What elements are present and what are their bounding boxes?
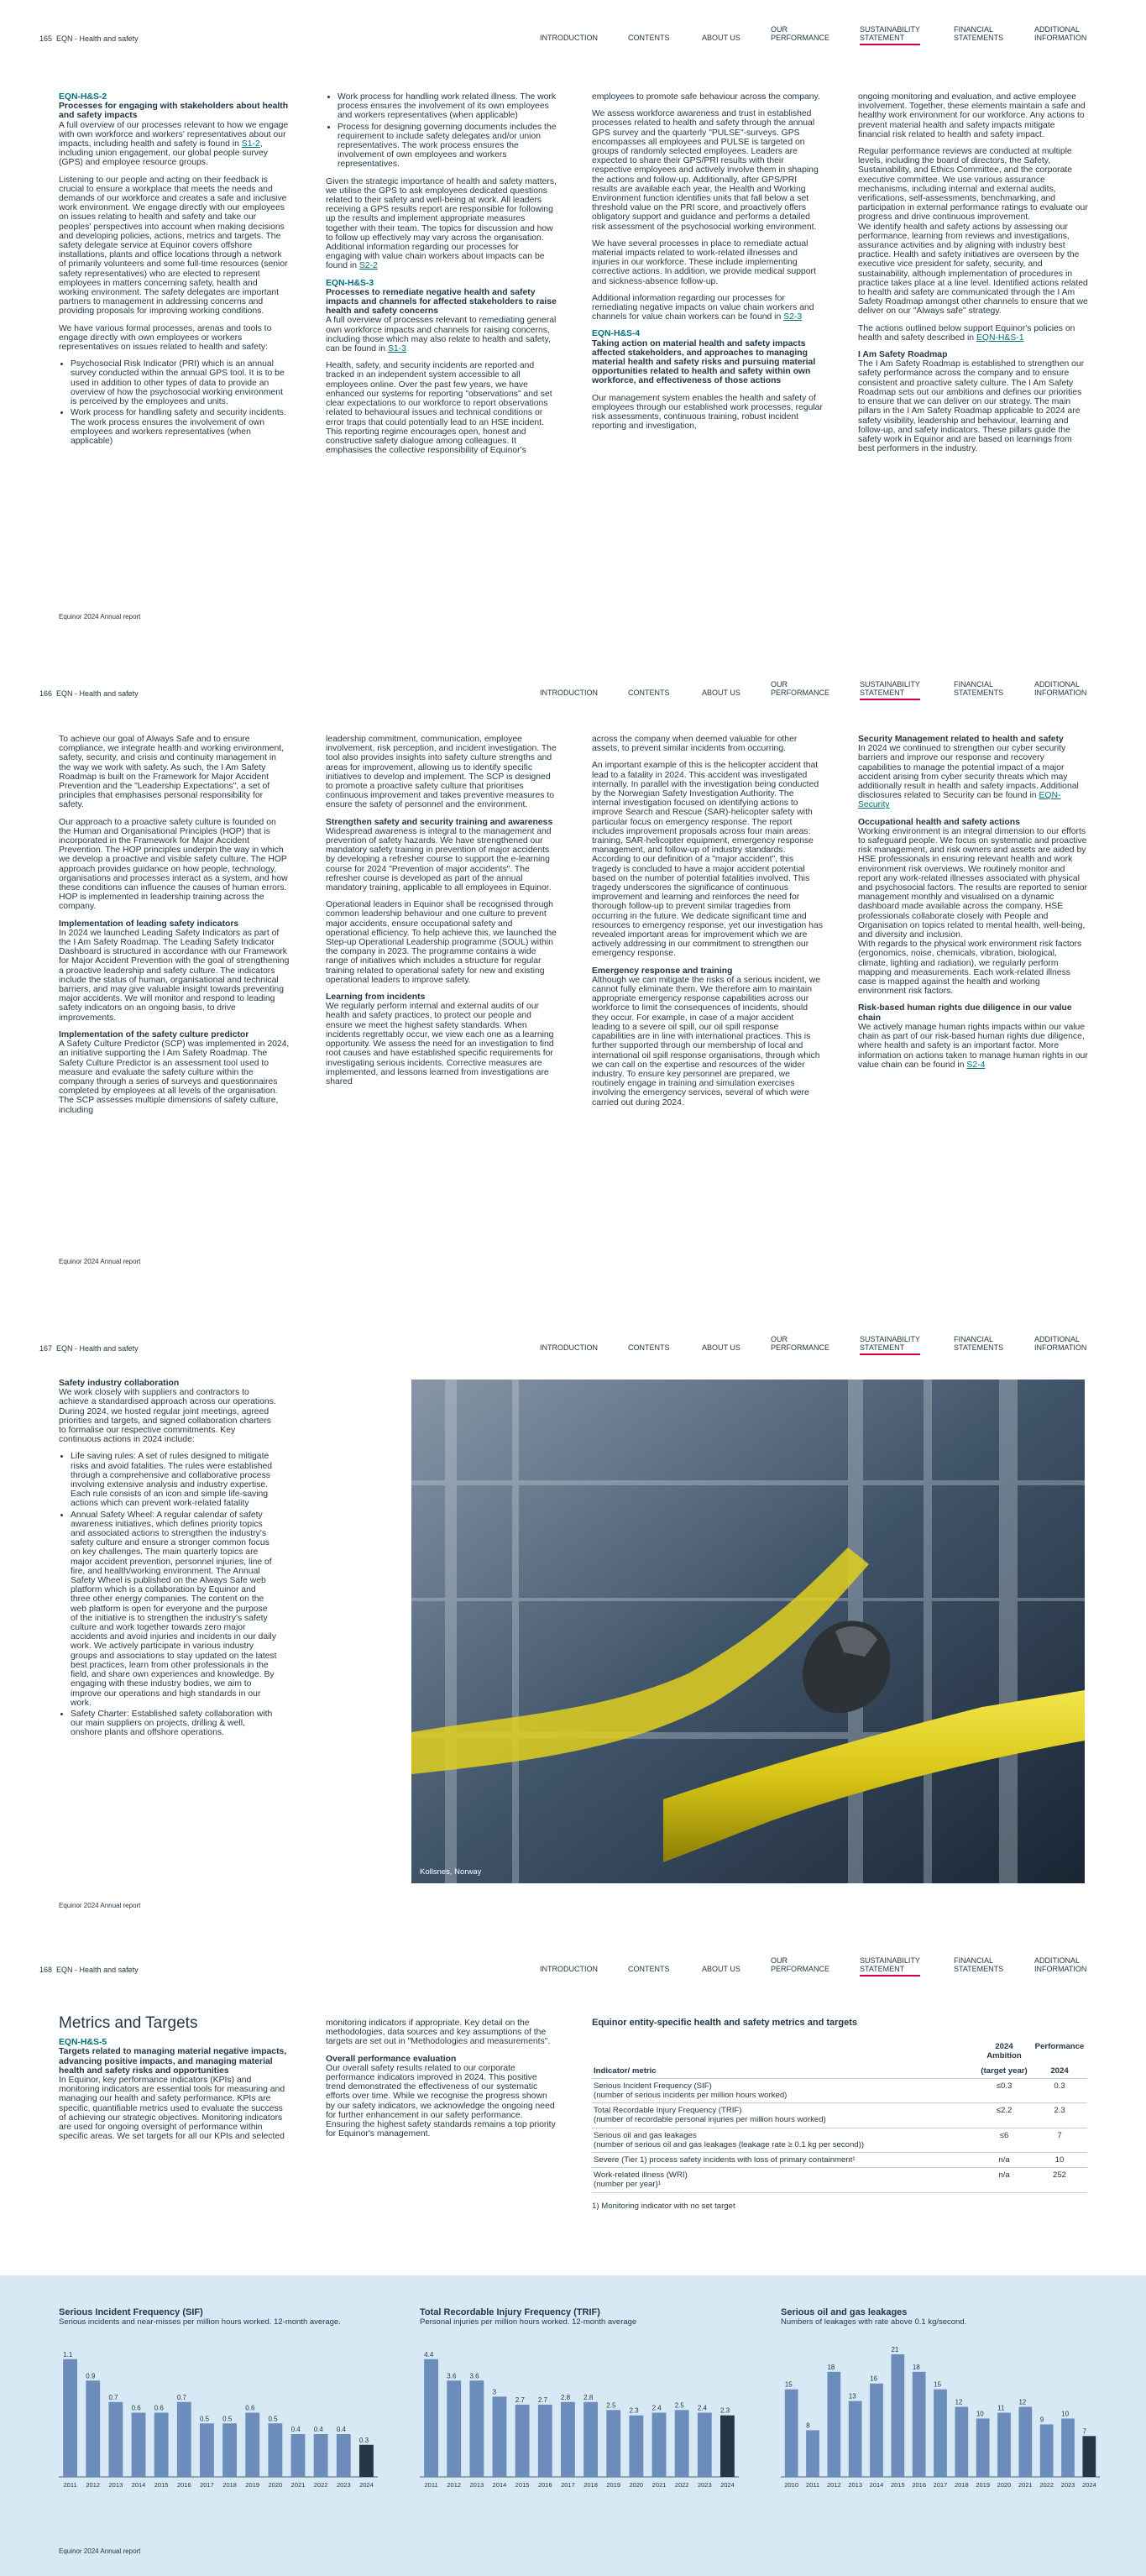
nav-item-our-performance[interactable]: OUR PERFORMANCE xyxy=(771,1335,830,1352)
data-label: 2.8 xyxy=(561,2393,571,2401)
data-label: 21 xyxy=(891,2345,899,2353)
data-label: 2.4 xyxy=(697,2404,707,2412)
metric-label: Serious Incident Frequency (SIF) (number of serious incidents per million hours worked) xyxy=(592,2078,976,2102)
paragraph: Listening to our people and acting on their feedback is crucial to ensure a workplace that meets the needs and demands of our workforce and creates a safe and inclusive work environment. We engage directly with our employees on issues relating to health and safety and take our peoples' perspectives into account when making decisions and developing policies, actions, metrics and targets. The safety delegate service at Equinor covers offshore installations, plants and office locations through a network of primarily volunteers and some full-time resources (senior safety representatives) who are elected to represent employees in matters concerning safety, health and working environment. The safety delegates are important partners to management in addressing concerns and providing proposals for improving working conditions. xyxy=(59,175,288,317)
bar xyxy=(976,2418,990,2477)
data-label: 0.6 xyxy=(131,2404,141,2412)
tick-label: 2022 xyxy=(313,2481,328,2489)
sub-heading: Overall performance evaluation xyxy=(326,2054,457,2064)
paragraph: We assess workforce awareness and trust in established processes related to health and safety through the annual GPS survey and the quarterly "PULSE"-surveys. GPS encompasses all employees and PULSE is targeted on groups of randomly selected employees. Leaders are expected to share their GPS/PRI results with their respective employees and actively involve them in shaping the actions and follow-up. Additionally, after GPS/PRI results are available each year, the Health and Working Environment function identifies units that fall below a set threshold value on the PRI score, and proactively offers obligatory support and guidance and performs a detailed risk assessment of the psychosocial working environment. xyxy=(592,109,819,232)
page-number: 168 EQN - Health and safety xyxy=(39,1966,139,1974)
tick-label: 2020 xyxy=(629,2481,644,2489)
paragraph: We have several processes in place to remediate actual material impacts related to work-related illnesses and injuries in our workforce. These include implementing corrective actions. In addition, we provide medical support and sickness-absence follow-up. xyxy=(592,238,816,286)
nav-item-sustainability-statement[interactable]: SUSTAINABILITY STATEMENT xyxy=(860,1956,920,1977)
paragraph: across the company when deemed valuable for other assets, to prevent similar incidents from occurring. xyxy=(592,735,798,754)
page-165 xyxy=(0,0,1146,638)
bar xyxy=(337,2434,351,2477)
nav-item-sustainability-statement[interactable]: SUSTAINABILITY STATEMENT xyxy=(860,25,920,45)
page-footer: Equinor 2024 Annual report xyxy=(59,613,141,620)
nav-item-sustainability-statement[interactable]: SUSTAINABILITY STATEMENT xyxy=(860,1335,920,1355)
metric-label: Total Recordable Injury Frequency (TRIF) (number of recordable personal injuries per million hours worked) xyxy=(592,2103,976,2128)
chart-leakages xyxy=(781,2307,1100,2502)
sub-heading: Implementation of leading safety indicators xyxy=(59,919,239,929)
column-1 xyxy=(59,1379,277,1746)
data-label: 2.5 xyxy=(674,2401,684,2410)
bar xyxy=(720,2416,735,2477)
link-eqn-security[interactable]: EQN-Security xyxy=(858,791,1061,810)
bar xyxy=(108,2402,123,2477)
paragraph: In 2024 we launched Leading Safety Indicators as part of the I Am Safety Roadmap. The Leading Safety Indicator Dashboard is structured in accordance with our Framework for Major Accident Prevention with the goal of strengthening a proactive leadership and safety culture. The indicators include the status of human, organisational and technical barriers, and may give valuable insight towards preventing major accidents. We will monitor and respond to leading safety indicators on an ongoing basis, to drive improvements. xyxy=(59,928,290,1023)
data-label: 0.3 xyxy=(359,2436,369,2444)
link-s2-3[interactable]: S2-3 xyxy=(783,312,803,322)
bar xyxy=(314,2434,328,2477)
tick-label: 2012 xyxy=(826,2481,841,2489)
list-item: • Safety Charter: Established safety collaboration with our main suppliers on projects, drilling & well, onshore plants and offshore operations. xyxy=(71,1709,277,1738)
tick-label: 2011 xyxy=(63,2481,77,2489)
tick-label: 2010 xyxy=(784,2481,799,2489)
nav-item-contents[interactable]: CONTENTS xyxy=(628,689,670,697)
photo-caption: Kollsnes, Norway xyxy=(420,1867,482,1877)
paragraph: Regular performance reviews are conducted at multiple levels, including the board of directors, the Safety, Sustainability, and Ethics Committee, and the corporate executive committee. We use various assurance mechanisms, including internal and external audits, verifications, self-assessments, benchmarking, and participation in external performance ratings to evaluate our progress and drive continuous improvement. We identify health and safety actions by assessing our performance, learning from reviews and investigations, assurance activities and by aligning with industry best practice. Health and safety initiatives are overseen by the executive vice president for safety, security, and sustainability, although implementation of procedures in practice takes place at a line level. Identified actions related to health and safety are communicated through the I Am Safety Roadmap amongst other channels to ensure that we deliver on our "Always safe" strategy. xyxy=(858,147,1088,317)
bar xyxy=(538,2405,552,2477)
tick-label: 2016 xyxy=(537,2481,552,2489)
table-row xyxy=(592,2078,1087,2102)
tick-label: 2021 xyxy=(1018,2481,1033,2489)
data-label: 9 xyxy=(1039,2416,1044,2424)
performance-value: 10 xyxy=(1032,2153,1087,2168)
column-3: employees to promote safe behaviour across the company. We assess workforce awareness and trust in established processes related to health and safety through the annual GPS survey and the quarterly "PULSE"-surveys. GPS encompasses all employees and PULSE is targeted on groups of randomly selected employees. Leaders are expected to share their GPS/PRI results with their respective employees and actively involve them in shaping the actions and follow-up. Additionally, after GPS/PRI results are available each year, the Health and Working Environment function identifies units that fall below a set threshold value on the PRI score, and proactively offers obligatory support and guidance and performs a detailed risk assessment of the psychosocial working environment. We have several processes in place to remediate actual material impacts related to work-related illnesses and injuries in our workforce. These include implementing corrective actions. In addition, we provide medical support and sickness-absence follow-up. Additional information regarding our processes for remediating negative impacts on value chain workers and channels for value chain workers can be found in S2-3 EQN-H&S-4 Taking action on material health and safety impacts affected stakeholders, and approaches to managing material health and safety risks and pursuing material opportunities related to health and safety within own workforce, and effectiveness of those actions Our management system enables the health and safety of employees through our established work processes, regular risk assessments, continuous training, robust incident reporting and investigation, xyxy=(592,92,823,432)
chart-sif xyxy=(59,2307,378,2502)
performance-value: 252 xyxy=(1032,2168,1087,2192)
sub-heading: Security Management related to health and safety xyxy=(858,735,1064,744)
data-label: 0.9 xyxy=(86,2372,96,2380)
page-footer: Equinor 2024 Annual report xyxy=(59,2547,141,2555)
paragraph: Working environment is an integral dimension to our efforts to safeguard people. We focus on systematic and proactive risk management, and risk owners and assets are aided by HSE professionals in ensuring relevant health and work environment risk overviews. We routinely monitor and report any work-related illnesses associated with physical and psychosocial factors. The results are reported to senior management monthly and visualised on a dynamic dashboard made available across the company. HSE professionals collaborate closely with People and Organisation on topics related to mental health, well-being, and diversity and inclusion. With regards to the physical work environment risk factors (ergonomics, noise, chemicals, vibration, biological, climate, lighting and radiation), we regularly perform mapping and measurements. Each work-related illness case is mapped against the health and working environment risk factors. xyxy=(858,826,1087,997)
bar xyxy=(806,2430,819,2477)
paragraph: The I Am Safety Roadmap is established to strengthen our safety performance across the company and to ensure consistent and proactive safety culture. The I Am Safety Roadmap sets out our ambitions and defines our priorities to ensure that we can deliver on our strategy. The main pillars in the I Am Safety Roadmap applicable to 2024 are safety visibility, leadership and behaviour, learning and follow-up, and safety indicators. These pillars guide the safety work in Equinor and are based on learnings from best performers in the industry. xyxy=(858,359,1085,454)
bar xyxy=(1082,2436,1096,2477)
bar xyxy=(629,2416,643,2477)
nav-item-about-us[interactable]: ABOUT US xyxy=(702,34,740,42)
page-number: 167 EQN - Health and safety xyxy=(39,1344,139,1353)
data-label: 12 xyxy=(1018,2398,1027,2406)
chart-title: Serious Incident Frequency (SIF) xyxy=(59,2307,203,2317)
section-code: EQN-H&S-2 xyxy=(59,92,107,102)
nav-item-contents[interactable]: CONTENTS xyxy=(628,34,670,42)
tick-label: 2020 xyxy=(268,2481,283,2489)
bar xyxy=(827,2372,840,2477)
tick-label: 2012 xyxy=(447,2481,462,2489)
bar xyxy=(268,2423,282,2477)
sub-heading: Emergency response and training xyxy=(592,966,733,976)
nav-item-additional-information[interactable]: ADDITIONAL INFORMATION xyxy=(1034,680,1087,697)
nav-item-about-us[interactable]: ABOUT US xyxy=(702,1343,740,1352)
data-label: 1.1 xyxy=(63,2350,73,2359)
page-number: 165 EQN - Health and safety xyxy=(39,34,139,43)
bar xyxy=(849,2401,862,2477)
column-4: Security Management related to health and safety In 2024 we continued to strengthen our cyber security barriers and improve our response and recovery capabilities to manage the potential impact of a major accident arising from cyber security threats which may additionally result in health and safety impacts. Additional disclosures related to Security can be found in EQN-Security Occupational health and safety actions Working environment is an integral dimension to our efforts to safeguard people. We focus on systematic and proactive risk management, and risk owners and assets are aided by HSE professionals in ensuring relevant health and work environment risk overviews. We routinely monitor and report any work-related illnesses associated with physical and psychosocial factors. The results are reported to senior management monthly and visualised on a dynamic dashboard made available across the company. HSE professionals collaborate closely with People and Organisation on topics related to mental health, well-being, and diversity and inclusion. With regards to the physical work environment risk factors (ergonomics, noise, chemicals, vibration, biological, climate, lighting and radiation), we regularly perform mapping and measurements. Each work-related illness case is mapped against the health and working environment risk factors. Risk-based human rights due diligence in our value chain We actively manage human rights impacts within our value chain as part of our risk-based human rights due diligence, where health and safety is an important factor. More information on actions taken to manage human rights in our value chain can be found in S2-4 xyxy=(858,735,1088,1070)
chart-title: Total Recordable Injury Frequency (TRIF) xyxy=(420,2307,600,2317)
paragraph: Operational leaders in Equinor shall be recognised through common leadership behaviour and one culture to prevent major accidents, ensure occupational safety and operational efficiency. To help achieve this, we launched the Step-up Operational Leadership programme (SOUL) within the company in 2023. The programme contains a wide range of initiatives which includes a structure for regular training related to operational safety for new and existing operational leaders to improve safety. xyxy=(326,900,557,985)
paragraph: ongoing monitoring and evaluation, and active employee involvement. Together, these elements maintain a safe and healthy work environment for our workforce. Any actions to prevent material health and safety impacts mitigate financial risk related to health and safety impact. xyxy=(858,92,1086,139)
data-label: 18 xyxy=(827,2363,835,2371)
data-label: 2.5 xyxy=(606,2401,616,2410)
data-label: 0.7 xyxy=(176,2393,186,2401)
data-label: 10 xyxy=(976,2410,984,2418)
bar xyxy=(493,2396,507,2477)
page-168 xyxy=(0,1931,1146,2275)
bar xyxy=(291,2434,306,2477)
bar xyxy=(652,2413,667,2478)
paragraph: Our approach to a proactive safety culture is founded on the Human and Organisational Principles (HOP) that is incorporated in the Framework for Major Accident Prevention. The HOP principles underpin the way in which we develop a proactive and visible safety culture. The HOP approach provides guidance on how people, technology, organisations and processes interact as a system, and how these conditions can influence the causes of human errors. HOP is implemented in leadership training across the company. xyxy=(59,817,288,912)
sub-heading: Risk-based human rights due diligence in our value chain xyxy=(858,1003,1072,1023)
tick-label: 2013 xyxy=(108,2481,123,2489)
bar xyxy=(1040,2424,1054,2477)
bar xyxy=(870,2384,883,2477)
page-number: 166 EQN - Health and safety xyxy=(39,689,139,698)
paragraph: A Safety Culture Predictor (SCP) was implemented in 2024, an initiative supporting the I Am Safety Roadmap. The Safety Culture Predictor is an assessment tool used to measure and evaluate the safety culture within the company through a series of surveys and questionnaires completed by employees at all levels of the organisation. The SCP assesses multiple dimensions of safety culture, including xyxy=(59,1039,290,1115)
list-item: • Work process for handling work related illness. The work process ensures the involvement of its own employees and workers representatives (when applicable) xyxy=(338,92,557,121)
chart-svg xyxy=(59,2338,378,2498)
tick-label: 2014 xyxy=(492,2481,507,2489)
data-label: 3.6 xyxy=(447,2372,457,2380)
nav-item-financial-statements[interactable]: FINANCIAL STATEMENTS xyxy=(954,680,1004,697)
tick-label: 2018 xyxy=(583,2481,598,2489)
ambition-value: n/a xyxy=(976,2168,1032,2192)
col-ambition-2: (target year) xyxy=(976,2064,1032,2079)
tick-label: 2019 xyxy=(976,2481,991,2489)
nav-item-our-performance[interactable]: OUR PERFORMANCE xyxy=(771,25,830,42)
column-2 xyxy=(326,735,557,1094)
sub-heading: Strengthen safety and security training and awareness xyxy=(326,817,553,827)
data-label: 0.5 xyxy=(200,2415,210,2423)
bar xyxy=(1018,2407,1032,2477)
bar xyxy=(63,2359,77,2477)
page-header xyxy=(0,1310,1146,1360)
paragraph: An important example of this is the helicopter accident that lead to a fatality in 2024. This accident was investigated internally. In parallel with the investigation being conducted by the Norwegian Safety Investigation Authority. The internal investigation focused on identifying actions to improve Search and Rescue (SAR)-helicopter safety with particular focus on emergency response. The report includes improvement proposals across four main areas: training, SAR-helicopter equipment, emergency response management, and follow-up of industry standards. According to our definition of a "major accident", this tragedy is concluded to have a major accident potential based on the number of potential fatalities involved. This tragedy underscores the significance of continuous improvement and learning and reinforces the need for thorough follow-up to prevent similar tragedies from occurring in the future. We dedicate significant time and resources to emergency response, yet our investigation has revealed important areas for improvement which we are actively addressing in our commitment to strengthen our emergency response. xyxy=(592,761,823,959)
section-heading: Processes for engaging with stakeholders about health and safety impacts xyxy=(59,102,289,121)
table-row xyxy=(592,2168,1087,2192)
sub-heading: I Am Safety Roadmap xyxy=(858,350,948,360)
nav-item-additional-information[interactable]: ADDITIONAL INFORMATION xyxy=(1034,1956,1087,1973)
column-1 xyxy=(59,735,290,1123)
tick-label: 2015 xyxy=(515,2481,530,2489)
data-label: 12 xyxy=(955,2398,963,2406)
paragraph: Although we can mitigate the risks of a serious incident, we cannot fully eliminate them. We therefore aim to maintain appropriate emergency response capabilities across our workforce to limit the consequences of incidents, should they occur. For example, in case of a major accident leading to a severe oil spill, our oil spill response capabilities are in line with international practices. This is further supported through our membership of local and international oil spill response organisations, through which we can call on the expertise and resources of the wider industry. To ensure key personnel are prepared, we routinely engage in training and simulation exercises involving the emergency services, several of which were carried out during 2024. xyxy=(592,975,821,1107)
link-s2-4[interactable]: S2-4 xyxy=(966,1060,986,1070)
bar xyxy=(913,2372,926,2477)
industrial-pipe-image xyxy=(411,1380,1085,1883)
data-label: 2.7 xyxy=(515,2395,525,2404)
table-title: Equinor entity-specific health and safety metrics and targets xyxy=(592,2018,858,2028)
table-footnote: 1) Monitoring indicator with no set target xyxy=(592,2201,735,2211)
col-metric: Indicator/ metric xyxy=(592,2064,976,2079)
bar xyxy=(675,2410,689,2477)
data-label: 0.5 xyxy=(222,2415,233,2423)
tick-label: 2020 xyxy=(997,2481,1012,2489)
bar xyxy=(154,2413,169,2478)
bar xyxy=(177,2402,191,2477)
tick-label: 2012 xyxy=(86,2481,101,2489)
list-item: • Life saving rules: A set of rules designed to mitigate risks and avoid fatalities. The rules were established through a comprehensive and collaborative process involving extensive analysis and industry expertise. Each rule consists of an icon and simple life-saving actions which can prevent work-related fatality xyxy=(71,1452,277,1508)
page-header xyxy=(0,1931,1146,1982)
column-4: ongoing monitoring and evaluation, and active employee involvement. Together, these elements maintain a safe and healthy work environment for our workforce. Any actions to prevent material health and safety impacts mitigate financial risk related to health and safety impact. Regular performance reviews are conducted at multiple levels, including the board of directors, the Safety, Sustainability, and Ethics Committee, and the corporate executive committee. We use various assurance mechanisms, including internal and external audits, verifications, self-assessments, benchmarking, and participation in external performance ratings to evaluate our progress and drive continuous improvement. We identify health and safety actions by assessing our performance, learning from reviews and investigations, assurance activities and by aligning with industry best practice. Health and safety initiatives are overseen by the executive vice president for safety, security, and sustainability, although implementation of procedures in practice takes place at a line level. Identified actions related to health and safety are communicated through the I Am Safety Roadmap amongst other channels to ensure that we deliver on our "Always safe" strategy. The actions outlined below support Equinor's policies on health and safety described in EQN-H&S-1 I Am Safety Roadmap The I Am Safety Roadmap is established to strengthen our safety performance across the company and to ensure consistent and proactive safety culture. The I Am Safety Roadmap sets out our ambitions and defines our priorities to ensure that we can deliver on our strategy. The main pillars in the I Am Safety Roadmap applicable to 2024 are safety visibility, leadership and behaviour, learning and follow-up, and safety indicators. These pillars guide the safety work in Equinor and are based on learnings from best performers in the industry. xyxy=(858,92,1088,454)
nav-item-our-performance[interactable]: OUR PERFORMANCE xyxy=(771,1956,830,1973)
bar xyxy=(222,2423,237,2477)
bar xyxy=(583,2402,598,2477)
nav-item-additional-information[interactable]: ADDITIONAL INFORMATION xyxy=(1034,25,1087,42)
tick-label: 2023 xyxy=(1060,2481,1075,2489)
tick-label: 2021 xyxy=(290,2481,306,2489)
section-heading: Targets related to managing material negative impacts, advancing positive impacts, and managing material health and safety risks and opportunities xyxy=(59,2047,287,2076)
data-label: 13 xyxy=(848,2392,856,2401)
bar xyxy=(359,2445,374,2477)
tick-label: 2018 xyxy=(222,2481,237,2489)
bar xyxy=(997,2413,1011,2478)
tick-label: 2024 xyxy=(359,2481,374,2489)
nav-item-introduction[interactable]: INTRODUCTION xyxy=(540,1965,598,1973)
link-eqn-hs-1[interactable]: EQN-H&S-1 xyxy=(976,332,1024,343)
tick-label: 2022 xyxy=(1039,2481,1054,2489)
data-label: 16 xyxy=(870,2374,878,2383)
metric-label: Severe (Tier 1) process safety incidents with loss of primary containment¹ xyxy=(592,2153,976,2168)
performance-value: 7 xyxy=(1032,2128,1087,2152)
chart-subtitle: Personal injuries per million hours worked. 12-month average xyxy=(420,2317,637,2327)
data-label: 7 xyxy=(1082,2427,1086,2436)
page-header xyxy=(0,0,1146,50)
paragraph: We have various formal processes, arenas and tools to engage directly with own employees or workers representatives on issues related to health and safety: xyxy=(59,323,272,353)
chart-trif xyxy=(420,2307,739,2502)
section-code: EQN-H&S-4 xyxy=(592,329,641,339)
data-label: 0.6 xyxy=(245,2404,255,2412)
nav-item-financial-statements[interactable]: FINANCIAL STATEMENTS xyxy=(954,1956,1004,1973)
sub-heading: Occupational health and safety actions xyxy=(858,817,1020,827)
paragraph: Our overall safety results related to our corporate performance indicators improved in 2024. This positive trend demonstrated the effectiveness of our systematic efforts over time. While we recognise the progress shown by our safety indicators, we acknowledge the ongoing need for further enhancement in our safety performance. Ensuring the highest safety standards remains a top priority for Equinor's management. xyxy=(326,2063,556,2139)
col-perf-2: 2024 xyxy=(1032,2064,1087,2079)
column-1: EQN-H&S-2 Processes for engaging with stakeholders about health and safety impacts A full overview of our processes relevant to how we engage with own workforce and workers' representatives about our impacts, including health and safety is found in S1-2, including union engagement, our global people survey (GPS) and employee resource groups. Listening to our people and acting on their feedback is crucial to ensure a workplace that meets the needs and demands of our workforce and creates a safe and inclusive work environment. We engage directly with our employees on issues relating to health and safety and take our peoples' perspectives into account when making decisions and developing policies, actions, metrics and targets. The safety delegate service at Equinor covers offshore installations, plants and office locations through a network of primarily volunteers and some full-time resources (senior safety representatives) who are elected to represent employees in matters concerning safety, health and working environment. The safety delegates are important partners to management in addressing concerns and providing proposals for improving working conditions. We have various formal processes, arenas and tools to engage directly with own employees or workers representatives on issues related to health and safety: • Psychosocial Risk Indicator (PRI) which is an annual survey conducted within the annual GPS tool. It is to be used in addition to other types of data to provide an overview of how the psychosocial working environment is perceived by the employees and units. • Work process for handling safety and security incidents. The work process ensures the involvement of own employees and workers representatives (when applicable) xyxy=(59,92,290,453)
tick-label: 2011 xyxy=(805,2481,820,2489)
chart-subtitle: Serious incidents and near-misses per million hours worked. 12-month average. xyxy=(59,2317,341,2327)
bar xyxy=(447,2380,461,2477)
data-label: 2.7 xyxy=(537,2395,547,2404)
metrics-table-block xyxy=(592,2018,1087,2211)
tick-label: 2013 xyxy=(469,2481,484,2489)
ambition-value: n/a xyxy=(976,2153,1032,2168)
bar xyxy=(934,2390,947,2477)
nav-item-additional-information[interactable]: ADDITIONAL INFORMATION xyxy=(1034,1335,1087,1352)
chart-subtitle: Numbers of leakages with rate above 0.1 kg/second. xyxy=(781,2317,967,2327)
tick-label: 2021 xyxy=(651,2481,667,2489)
col-perf-1: Performance xyxy=(1034,2042,1085,2052)
ambition-value: ≤6 xyxy=(976,2128,1032,2152)
paragraph: monitoring indicators if appropriate. Key detail on the methodologies, data sources and key assumptions of the targets are set out in "Methodologies and measurements". xyxy=(326,2018,551,2047)
metric-label: Serious oil and gas leakages (number of serious oil and gas leakages (leakage rate ≥ 0.1 kg per second)) xyxy=(592,2128,976,2152)
col-ambition-1: 2024 Ambition xyxy=(986,2042,1022,2061)
tick-label: 2017 xyxy=(561,2481,575,2489)
column-3 xyxy=(592,735,823,1115)
tick-label: 2013 xyxy=(848,2481,863,2489)
section-code: EQN-H&S-5 xyxy=(59,2038,107,2048)
paragraph: To achieve our goal of Always Safe and to ensure compliance, we integrate health and working environment, safety, security, and crisis and continuity management in the way we work with safety. As such, the I Am Safety Roadmap is built on the Framework for Major Accident Prevention and the "Leadership Expectations", a set of principles that emphasises personal responsibility for safety. xyxy=(59,735,285,810)
paragraph: In Equinor, key performance indicators (KPIs) and monitoring indicators are essential tools for measuring and managing our health and safety performance. KPIs are specific, quantifiable metrics used to evaluate the success of achieving our strategic objectives. Monitoring indicators are used for ongoing oversight of performance within specific areas. We set targets for all our KPIs and selected xyxy=(59,2076,285,2142)
data-label: 3 xyxy=(492,2388,497,2396)
data-label: 2.4 xyxy=(651,2404,662,2412)
chart-svg xyxy=(420,2338,739,2498)
ambition-value: ≤0.3 xyxy=(976,2078,1032,2102)
column-2: • Work process for handling work related illness. The work process ensures the involvement of its own employees and workers representatives (when applicable) • Process for designing governing documents includes the requirement to include safety delegates and/or union representatives. The work process ensures the involvement of own employees and workers representatives. Given the strategic importance of health and safety matters, we utilise the GPS to ask employees dedicated questions related to their safety and well-being at work. All leaders receiving a GPS results report are responsible for following up the results and implement appropriate measures together with their team. The topics for discussion and how to follow up effectively may vary across the organisation. Additional information regarding our processes for engaging with value chain workers about impacts can be found in S2-2 EQN-H&S-3 Processes to remediate negative health and safety impacts and channels for affected stakeholders to raise health and safety concerns A full overview of processes relevant to remediating general own workforce impacts and channels for raising concerns, including those which may also relate to health and safety, can be found in S1-3 Health, safety, and security incidents are reported and tracked in an independent system accessible to all employees online. Over the past few years, we have enhanced our systems for reporting "observations" and set clear expectations to our workforce to report observations related to behavioural issues and technical conditions or error traps that could potentially lead to an HSE incident. This reporting regime encourages open, honest and constructive safety dialogue among colleagues. It emphasises the collective responsibility of Equinor's xyxy=(326,92,557,463)
section-heading: Processes to remediate negative health and safety impacts and channels for affected stakeholders to raise health and safety concerns xyxy=(326,287,557,317)
tick-label: 2014 xyxy=(869,2481,884,2489)
page-166 xyxy=(0,655,1146,1293)
performance-value: 2.3 xyxy=(1032,2103,1087,2128)
column-1 xyxy=(59,2014,290,2149)
bar xyxy=(785,2390,798,2477)
tick-label: 2022 xyxy=(674,2481,689,2489)
tick-label: 2023 xyxy=(697,2481,712,2489)
tick-label: 2024 xyxy=(720,2481,735,2489)
data-label: 4.4 xyxy=(424,2350,434,2359)
bar xyxy=(515,2405,530,2477)
nav-item-sustainability-statement[interactable]: SUSTAINABILITY STATEMENT xyxy=(860,680,920,700)
data-label: 18 xyxy=(912,2363,920,2371)
tick-label: 2019 xyxy=(245,2481,260,2489)
tick-label: 2015 xyxy=(154,2481,169,2489)
page-footer: Equinor 2024 Annual report xyxy=(59,1258,141,1265)
data-label: 8 xyxy=(806,2422,810,2430)
tick-label: 2017 xyxy=(200,2481,214,2489)
page-header xyxy=(0,655,1146,705)
data-label: 15 xyxy=(934,2380,942,2389)
list-item: • Process for designing governing documents includes the requirement to include safety delegates and/or union representatives. The work process ensures the involvement of own employees and workers representatives. xyxy=(338,123,557,170)
nav-item-our-performance[interactable]: OUR PERFORMANCE xyxy=(771,680,830,697)
nav-item-about-us[interactable]: ABOUT US xyxy=(702,689,740,697)
data-label: 0.4 xyxy=(290,2426,301,2433)
tick-label: 2024 xyxy=(1081,2481,1096,2489)
nav-item-financial-statements[interactable]: FINANCIAL STATEMENTS xyxy=(954,25,1004,42)
tick-label: 2016 xyxy=(912,2481,927,2489)
table-row xyxy=(592,2128,1087,2152)
tick-label: 2018 xyxy=(954,2481,969,2489)
paragraph: leadership commitment, communication, employee involvement, risk perception, and incident investigation. The tool also provides insights into safety culture strengths and areas for improvement, allowing us to identify specific initiatives to develop and implement. The SCP is designed to promote a proactive safety culture that prioritises continuous improvement and takes preventive measures to ensure the safety of personnel and the environment. xyxy=(326,735,557,810)
paragraph: employees to promote safe behaviour across the company. xyxy=(592,92,820,102)
link-s1-2[interactable]: S1-2 xyxy=(241,139,260,149)
data-label: 2.8 xyxy=(583,2393,594,2401)
sub-heading: Implementation of the safety culture predictor xyxy=(59,1029,249,1039)
link-s1-3[interactable]: S1-3 xyxy=(387,344,406,354)
list-item: • Annual Safety Wheel: A regular calendar of safety awareness initiatives, which defines priority topics and associated actions to strengthen the industry's safety culture and ensure a stronger common focus on key challenges. The main quarterly topics are major accident prevention, personnel injuries, line of fire, and health/working environment. The Annual Safety Wheel is published on the Always Safe web platform which is a collaboration by Equinor and three other energy companies. The content on the web platform is open for everyone and the purpose of the initiative is to strengthen the industry's safety culture and work together towards zero major accidents and avoid injuries and incidents in our daily work. We actively participate in various industry groups and associations to stay updated on the latest best practices, learn from other professionals in the field, and share own experiences and knowledge. By engaging with these industry bodies, we aim to improve our operations and high standards in our work. xyxy=(71,1511,277,1708)
bar xyxy=(891,2354,904,2477)
section-code: EQN-H&S-3 xyxy=(326,278,374,288)
data-label: 0.7 xyxy=(108,2393,118,2401)
data-label: 11 xyxy=(997,2404,1005,2412)
paragraph: Health, safety, and security incidents are reported and tracked in an independent system accessible to all employees online. Over the past few years, we have enhanced our systems for reporting "observations" and set clear expectations to our workforce to report observations related to behavioural issues and technical conditions or error traps that could potentially lead to an HSE incident. This reporting regime encourages open, honest and constructive safety dialogue among colleagues. It emphasises the collective responsibility of Equinor's xyxy=(326,361,552,456)
link-s2-2[interactable]: S2-2 xyxy=(358,261,378,271)
column-2 xyxy=(326,2018,557,2146)
bar xyxy=(86,2380,100,2477)
tick-label: 2023 xyxy=(336,2481,351,2489)
nav-item-introduction[interactable]: INTRODUCTION xyxy=(540,1343,598,1352)
section-heading: Taking action on material health and safety impacts affected stakeholders, and approaches to managing material health and safety risks and pursuing material opportunities related to health and safety within own workforce, and effectiveness of those actions xyxy=(592,338,816,386)
bar xyxy=(132,2413,146,2478)
page-footer: Equinor 2024 Annual report xyxy=(59,1902,141,1909)
data-label: 2.3 xyxy=(720,2406,730,2415)
tick-label: 2019 xyxy=(606,2481,621,2489)
nav-item-about-us[interactable]: ABOUT US xyxy=(702,1965,740,1973)
paragraph: Our management system enables the health and safety of employees through our established work processes, regular risk assessments, continuous training, robust incident reporting and investigation, xyxy=(592,393,823,432)
metric-label: Work-related illness (WRI) (number per year)¹ xyxy=(592,2168,976,2192)
data-label: 15 xyxy=(784,2380,793,2389)
data-label: 0.6 xyxy=(154,2404,164,2412)
bar xyxy=(200,2423,214,2477)
bar xyxy=(424,2359,438,2477)
paragraph: Widespread awareness is integral to the management and prevention of safety hazards. We have strengthened our mandatory safety training in prevention of major accidents by developing a refresher course to support the e-learning course for 2024 "Prevention of major accidents". The refresher course is developed as part of the annual mandatory training, applicable to all employees in Equinor. xyxy=(326,826,552,893)
data-label: 2.3 xyxy=(629,2406,639,2415)
bar xyxy=(469,2380,484,2477)
tick-label: 2014 xyxy=(131,2481,146,2489)
nav-item-financial-statements[interactable]: FINANCIAL STATEMENTS xyxy=(954,1335,1004,1352)
data-label: 10 xyxy=(1061,2410,1070,2418)
table-row xyxy=(592,2153,1087,2168)
metrics-table xyxy=(592,2039,1087,2192)
bar xyxy=(955,2407,968,2477)
tick-label: 2017 xyxy=(933,2481,948,2489)
tick-label: 2011 xyxy=(424,2481,438,2489)
charts-band xyxy=(0,2275,1146,2576)
bar xyxy=(561,2402,575,2477)
data-label: 0.4 xyxy=(336,2426,346,2433)
tick-label: 2015 xyxy=(890,2481,905,2489)
performance-value: 0.3 xyxy=(1032,2078,1087,2102)
list-item: • Psychosocial Risk Indicator (PRI) which is an annual survey conducted within the annual GPS tool. It is to be used in addition to other types of data to provide an overview of how the psychosocial working environment is perceived by the employees and units. xyxy=(71,359,290,406)
sub-heading: Safety industry collaboration xyxy=(59,1379,180,1388)
data-label: 0.4 xyxy=(313,2426,323,2433)
bar xyxy=(606,2410,620,2477)
bar xyxy=(698,2413,712,2478)
nav-item-contents[interactable]: CONTENTS xyxy=(628,1343,670,1352)
table-row xyxy=(592,2103,1087,2128)
nav-item-contents[interactable]: CONTENTS xyxy=(628,1965,670,1973)
paragraph: We regularly perform internal and external audits of our health and safety practices, to protect our people and ensure we meet the highest safety standards. When incidents regrettably occur, we view each one as a learning opportunity. We assess the need for an investigation to find root causes and have established specific requirements for investigating serious incidents. Corrective measures are implemented, and lessons learned from investigations are shared xyxy=(326,1002,554,1086)
ambition-value: ≤2.2 xyxy=(976,2103,1032,2128)
data-label: 3.6 xyxy=(469,2372,479,2380)
bar xyxy=(245,2413,259,2478)
list-item: • Work process for handling safety and security incidents. The work process ensures the involvement of own employees and workers representatives (when applicable) xyxy=(71,408,290,446)
nav-item-introduction[interactable]: INTRODUCTION xyxy=(540,34,598,42)
chart-title: Serious oil and gas leakages xyxy=(781,2307,908,2317)
bar xyxy=(1061,2418,1075,2477)
data-label: 0.5 xyxy=(268,2415,278,2423)
kollsnes-photo xyxy=(411,1380,1085,1883)
nav-item-introduction[interactable]: INTRODUCTION xyxy=(540,689,598,697)
chart-svg xyxy=(781,2338,1100,2498)
page-title: Metrics and Targets xyxy=(59,2014,198,2032)
tick-label: 2016 xyxy=(176,2481,191,2489)
paragraph: We work closely with suppliers and contractors to achieve a standardised approach across our operations. During 2024, we hosted regular joint meetings, agreed priorities and targets, and signed collaboration charters to formalise our respective commitments. Key continuous actions in 2024 include: xyxy=(59,1388,276,1445)
sub-heading: Learning from incidents xyxy=(326,992,426,1003)
